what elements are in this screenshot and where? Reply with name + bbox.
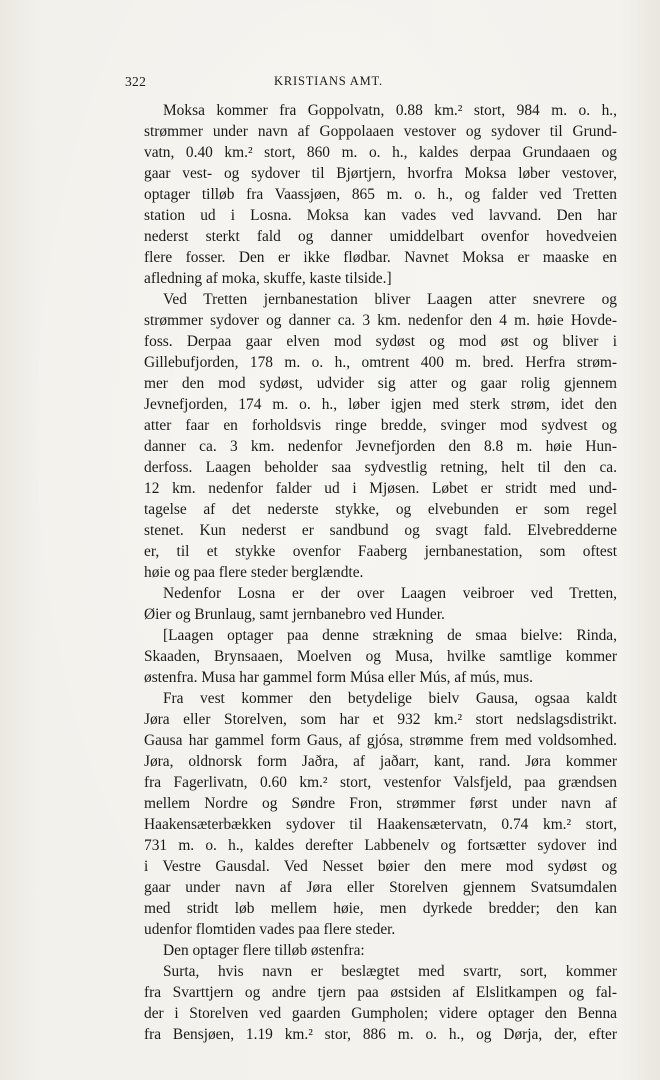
- paragraph: [125, 583, 617, 625]
- text-line: Ved Tretten jernbanestation bliver Laagen atter snevrere og: [163, 291, 617, 308]
- text-line: der i Storelven ved gaarden Gumpholen; videre optager den Benna: [144, 1005, 617, 1022]
- text-line: Haakensæterbækken sydover til Haakensætervatn, 0.74 km.² stort,: [144, 816, 617, 833]
- text-line: Jøra, oldnorsk form Jaðra, af jaðarr, kant, rand. Jøra kommer: [144, 753, 617, 770]
- paragraph: [125, 688, 617, 940]
- text-line: [Laagen optager paa denne strækning de smaa bielve: Rinda,: [163, 627, 617, 644]
- paragraph: [125, 625, 617, 688]
- text-line: Skaaden, Brynsaaen, Moelven og Musa, hvilke samtlige kommer: [144, 648, 617, 665]
- text-line: udenfor flomtiden vades paa flere steder.: [144, 921, 396, 938]
- paragraph: [125, 100, 617, 289]
- text-line: atter faar en forholdsvis ringe bredde, svinger mod sydvest og: [144, 417, 617, 434]
- text-line: stenet. Kun nederst er sandbund og svagt fald. Elvebredderne: [144, 522, 617, 539]
- text-line: mer den mod sydøst, udvider sig atter og gaar rolig gjennem: [144, 375, 617, 392]
- text-line: derfoss. Laagen beholder saa sydvestlig retning, helt til den ca.: [144, 459, 617, 476]
- text-line: østenfra. Musa har gammel form Músa eller Mús, af mús, mus.: [144, 669, 533, 686]
- page-number: 322: [125, 74, 147, 89]
- text-line: afledning af moka, skuffe, kaste tilside.]: [144, 270, 392, 287]
- text-line: høie og paa flere steder berglændte.: [144, 564, 364, 581]
- text-line: optager tilløb fra Vaassjøen, 865 m. o. h., og falder ved Tretten: [144, 186, 617, 203]
- text-line: fra Fagerlivatn, 0.60 km.² stort, vestenfor Valsfjeld, paa grændsen: [144, 774, 617, 791]
- text-line: Gillebufjorden, 178 m. o. h., omtrent 400 m. bred. Herfra strøm-: [144, 354, 617, 371]
- text-line: 12 km. nedenfor falder ud i Mjøsen. Løbet er stridt med und-: [144, 480, 617, 497]
- text-line: Øier og Brunlaug, samt jernbanebro ved Hunder.: [144, 606, 445, 623]
- paragraph: [125, 961, 617, 1045]
- running-head: KRISTIANS AMT.: [274, 74, 383, 88]
- page-header: [125, 74, 532, 94]
- text-line: Den optager flere tilløb østenfra:: [163, 942, 365, 959]
- text-line: mellem Nordre og Søndre Fron, strømmer først under navn af: [144, 795, 617, 812]
- text-line: foss. Derpaa gaar elven mod sydøst og mod øst og bliver i: [144, 333, 617, 350]
- text-line: nederst sterkt fald og danner umiddelbart ovenfor hovedveien: [144, 228, 617, 245]
- text-line: danner ca. 3 km. nedenfor Jevnefjorden den 8.8 m. høie Hun-: [144, 438, 617, 455]
- text-line: Nedenfor Losna er der over Laagen veibroer ved Tretten,: [163, 585, 617, 602]
- text-line: strømmer sydover og danner ca. 3 km. nedenfor den 4 m. høie Hovde-: [144, 312, 617, 329]
- paragraph: [125, 289, 617, 583]
- text-line: 731 m. o. h., kaldes derefter Labbenelv og fortsætter sydover ind: [144, 837, 617, 854]
- text-line: med stridt løb mellem høie, men dyrkede bredder; den kan: [144, 900, 617, 917]
- text-line: Jevnefjorden, 174 m. o. h., løber igjen med sterk strøm, idet den: [144, 396, 617, 413]
- paragraph: [125, 940, 617, 961]
- text-line: Gausa har gammel form Gaus, af gjósa, strømme frem med voldsomhed.: [144, 732, 617, 749]
- text-line: vatn, 0.40 km.² stort, 860 m. o. h., kaldes derpaa Grundaaen og: [144, 144, 617, 161]
- text-line: tagelse af det nederste stykke, og elvebunden er som regel: [144, 501, 617, 518]
- text-line: Fra vest kommer den betydelige bielv Gausa, ogsaa kaldt: [163, 690, 617, 707]
- text-line: gaar under navn af Jøra eller Storelven gjennem Svatsumdalen: [144, 879, 617, 896]
- text-line: fra Svarttjern og andre tjern paa østsiden af Elslitkampen og fal-: [144, 984, 617, 1001]
- text-line: Jøra eller Storelven, som har et 932 km.² stort nedslagsdistrikt.: [144, 711, 617, 728]
- text-line: station ud i Losna. Moksa kan vades ved lavvand. Den har: [144, 207, 617, 224]
- text-line: gaar vest- og sydover til Bjørtjern, hvorfra Moksa løber vestover,: [144, 165, 617, 182]
- text-line: er, til et stykke ovenfor Faaberg jernbanestation, som oftest: [144, 543, 617, 560]
- text-line: flere fosser. Den er ikke flødbar. Navnet Moksa er maaske en: [144, 249, 617, 266]
- text-line: i Vestre Gausdal. Ved Nesset bøier den mere mod sydøst og: [144, 858, 617, 875]
- body-text: [125, 100, 617, 1045]
- text-line: Surta, hvis navn er beslægtet med svartr, sort, kommer: [163, 963, 617, 980]
- text-line: strømmer under navn af Goppolaaen vestover og sydover til Grund-: [144, 123, 617, 140]
- text-line: fra Bensjøen, 1.19 km.² stor, 886 m. o. h., og Dørja, der, efter: [144, 1026, 617, 1043]
- text-line: Moksa kommer fra Goppolvatn, 0.88 km.² stort, 984 m. o. h.,: [163, 102, 617, 119]
